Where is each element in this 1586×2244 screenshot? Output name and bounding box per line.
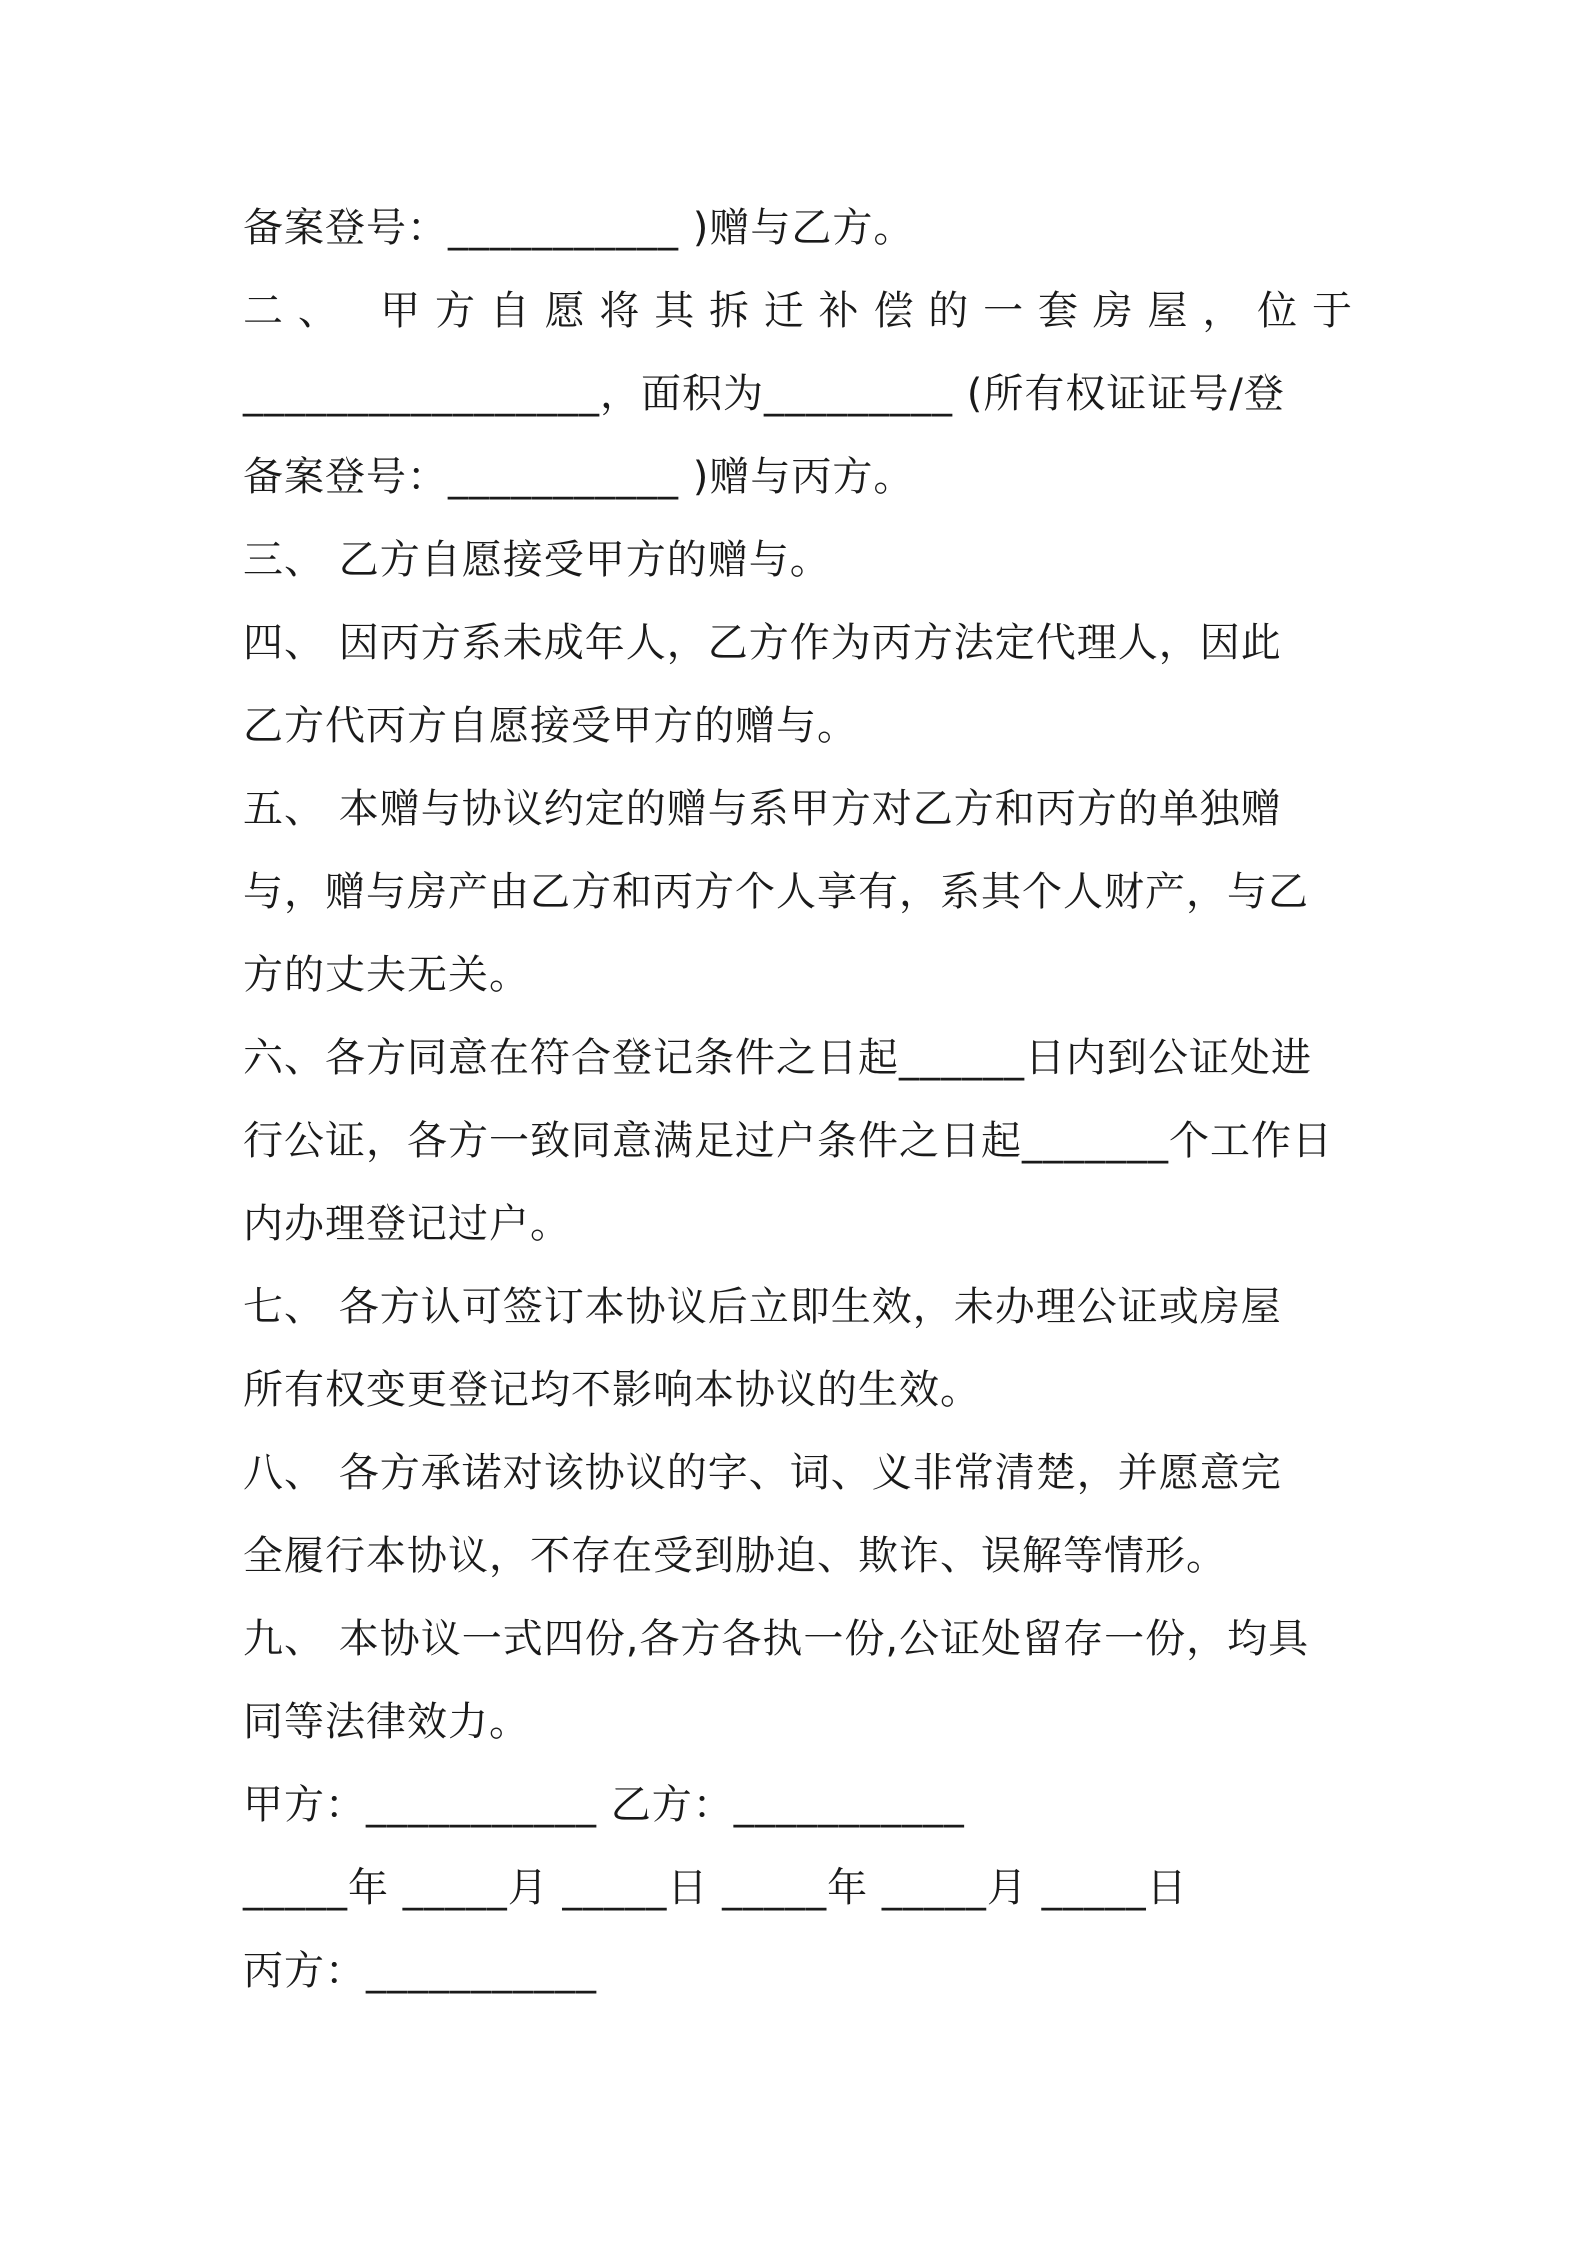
text-line-7: 乙方代丙方自愿接受甲方的赠与。 <box>243 703 858 749</box>
text-line-1: 备案登号：___________ )赠与乙方。 <box>243 205 915 251</box>
text-line-11: 六、各方同意在符合登记条件之日起______日内到公证处进 <box>243 1035 1312 1081</box>
date-line: _____年 _____月 _____日 _____年 _____月 _____日 <box>243 1865 1188 1911</box>
text-line-5: 三、 乙方自愿接受甲方的赠与。 <box>243 537 831 583</box>
text-line-14: 七、 各方认可签订本协议后立即生效，未办理公证或房屋 <box>243 1284 1282 1330</box>
text-line-6: 四、 因丙方系未成年人，乙方作为丙方法定代理人，因此 <box>243 620 1282 666</box>
text-line-15: 所有权变更登记均不影响本协议的生效。 <box>243 1367 981 1413</box>
text-line-9: 与，赠与房产由乙方和丙方个人享有，系其个人财产，与乙 <box>243 869 1309 915</box>
text-line-13: 内办理登记过户。 <box>243 1201 571 1247</box>
text-line-4: 备案登号：___________ )赠与丙方。 <box>243 454 915 500</box>
text-line-16: 八、 各方承诺对该协议的字、词、义非常清楚，并愿意完 <box>243 1450 1282 1496</box>
text-line-18: 九、 本协议一式四份,各方各执一份,公证处留存一份，均具 <box>243 1616 1310 1662</box>
text-line-2: 二、 甲方自愿将其拆迁补偿的一套房屋，位于 <box>243 288 1353 334</box>
text-line-19: 同等法律效力。 <box>243 1699 530 1745</box>
text-line-17: 全履行本协议，不存在受到胁迫、欺诈、误解等情形。 <box>243 1533 1227 1579</box>
text-line-3: _________________，面积为_________ (所有权证证号/登 <box>243 371 1285 417</box>
text-line-8: 五、 本赠与协议约定的赠与系甲方对乙方和丙方的单独赠 <box>243 786 1282 832</box>
signature-line-party-a-b: 甲方：___________ 乙方：___________ <box>243 1782 965 1828</box>
text-line-12: 行公证，各方一致同意满足过户条件之日起_______个工作日 <box>243 1118 1333 1164</box>
text-line-10: 方的丈夫无关。 <box>243 952 530 998</box>
signature-line-party-c: 丙方：___________ <box>243 1948 597 1994</box>
